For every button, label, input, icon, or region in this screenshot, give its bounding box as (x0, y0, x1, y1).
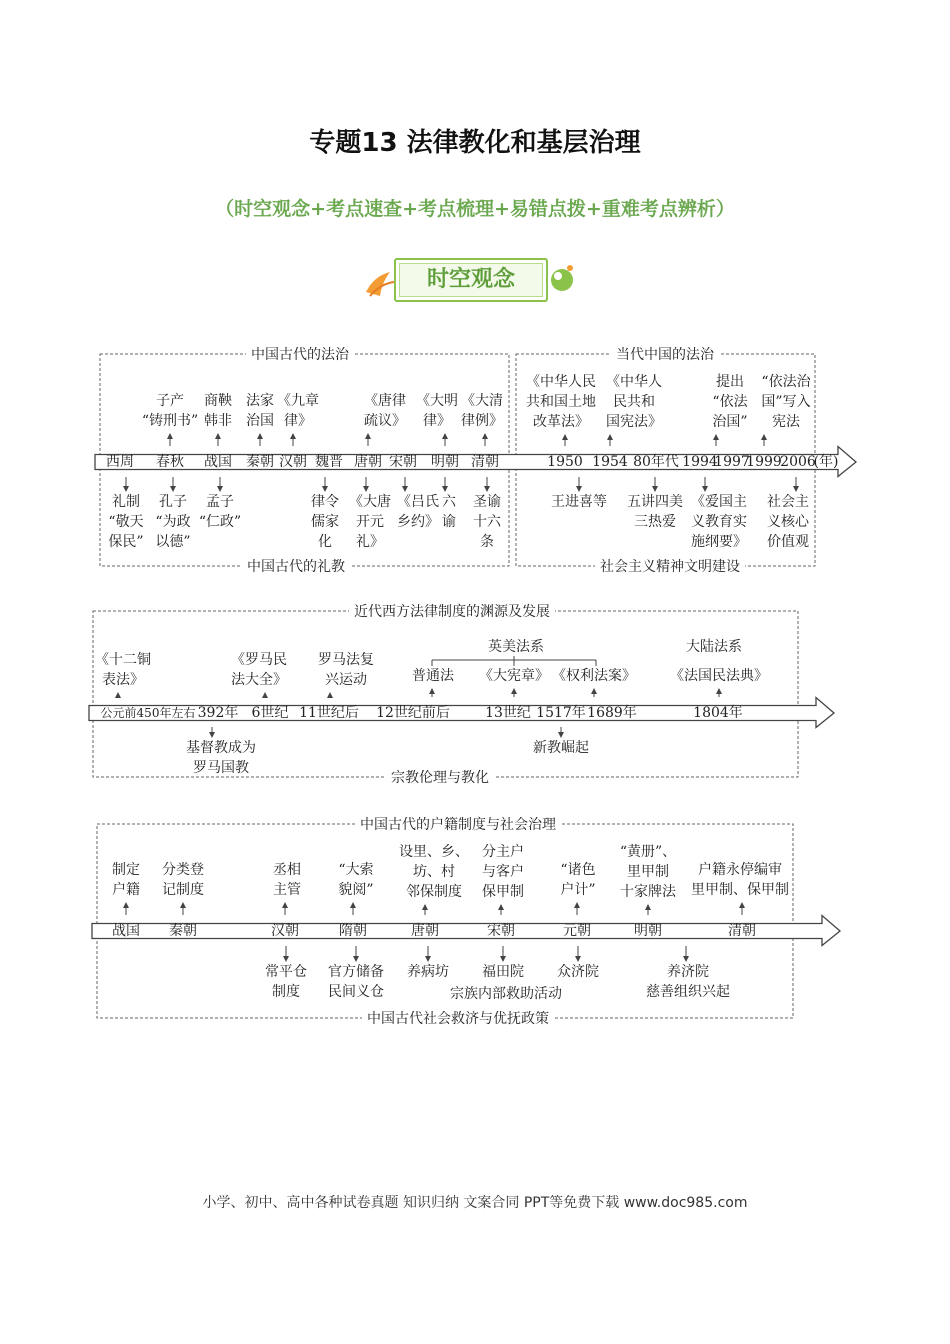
timeline1-event-top: 共和国土地 (526, 394, 596, 410)
timeline1-arrow-up-head (167, 433, 173, 439)
religion-ethics-label: 宗教伦理与教化 (391, 770, 489, 786)
timeline3-axis-label: 汉朝 (271, 923, 299, 939)
timeline1-event-bottom: 五讲四美 (627, 494, 683, 510)
timeline1-arrow-up-head (562, 434, 568, 440)
timeline3-event-top: 户籍永停编审 (698, 862, 782, 878)
ancient-law-label: 中国古代的法治 (251, 347, 349, 363)
timeline3-arrow-up-head (180, 902, 186, 908)
timeline3-event-bottom: 养济院 (667, 964, 709, 980)
timeline1-arrow-up-head (365, 433, 371, 439)
western-law-label: 近代西方法律制度的渊源及发展 (354, 604, 550, 620)
timeline1-event-bottom: “仁政” (198, 514, 242, 530)
timeline2-event-top: 《法国民法典》 (670, 668, 768, 684)
timeline3-axis-label: 唐朝 (411, 923, 439, 939)
timeline3-event-top: 坊、村 (413, 864, 455, 880)
timeline1-event-top: 《九章 (277, 393, 319, 409)
timeline1-axis-label: 80年代 (633, 454, 679, 470)
timeline3-event-top: 与客户 (482, 864, 524, 880)
timeline1-event-bottom: 谕 (442, 514, 456, 530)
timeline1-event-bottom: 保民” (108, 534, 144, 550)
timeline1-axis-label: 西周 (106, 454, 134, 470)
timeline2-event-top: 兴运动 (325, 672, 367, 688)
ancient-rites-label: 中国古代的礼教 (247, 559, 345, 575)
timeline2-arrow-down-head (209, 732, 215, 738)
timeline3-axis-label: 战国 (112, 923, 140, 939)
timeline2-arrow-up-head (115, 692, 121, 698)
timeline3-arrow-down-head (683, 956, 689, 962)
timeline2-axis-label: 6世纪 (251, 705, 289, 721)
timeline1-arrow-down-head (652, 486, 658, 492)
timeline1-event-bottom: 条 (480, 534, 494, 550)
timeline2-event-top: 普通法 (412, 668, 454, 684)
timeline3-event-top: 里甲制、保甲制 (691, 882, 789, 898)
timeline3-event-bottom: 民间义仓 (328, 984, 384, 1000)
timeline3-event-top: 设里、乡、 (399, 844, 469, 860)
timeline1-axis-label: 唐朝 (354, 454, 382, 470)
timeline3-event-top: 邻保制度 (406, 884, 462, 900)
timeline3-arrow-down-head (353, 956, 359, 962)
timeline1-arrow-down-head (793, 486, 799, 492)
timeline3-arrow-up-head (350, 902, 356, 908)
timeline1-arrow-down-head (402, 486, 408, 492)
timeline3-arrow-up-head (282, 902, 288, 908)
page-title: 专题13 法律教化和基层治理 (309, 128, 641, 158)
relief-policy-label: 中国古代社会救济与优抚政策 (367, 1011, 549, 1027)
timeline1-axis-label: 1954 (592, 454, 628, 470)
timeline3-event-top: 分类登 (162, 862, 204, 878)
timeline2-event-top: 《大宪章》 (479, 668, 549, 684)
timeline1-arrow-up-head (761, 434, 767, 440)
timeline2-arrow-up-head (327, 692, 333, 698)
timeline1-arrow-down-head (170, 486, 176, 492)
anglo-american-law-label: 英美法系 (488, 639, 544, 655)
section-badge-label: 时空观念 (394, 258, 548, 302)
timeline1-event-top: 《大清 (461, 393, 503, 409)
timeline1-axis-label: 1950 (547, 454, 583, 470)
timeline1-event-bottom: 义核心 (767, 514, 809, 530)
timeline1-event-bottom: 《吕氏 (397, 494, 439, 510)
timeline3-event-top: 户计” (560, 882, 596, 898)
timeline1-axis-label: 1997 (714, 454, 750, 470)
timeline1-event-top: “依法 (712, 394, 748, 410)
timeline1-event-bottom: 开元 (356, 514, 384, 530)
timeline1-arrow-up-head (482, 433, 488, 439)
timeline1-event-bottom: 王进喜等 (551, 494, 607, 510)
timeline3-event-top: 丞相 (273, 862, 301, 878)
timeline2-axis-label: 11世纪后 (299, 705, 359, 721)
timeline1-axis-label: 春秋 (156, 454, 184, 470)
timeline1-axis-label: 汉朝 (279, 454, 307, 470)
timeline3-event-bottom: 众济院 (557, 964, 599, 980)
timeline3-arrow-up-head (739, 902, 745, 908)
timeline3-event-top: 里甲制 (627, 864, 669, 880)
timeline2-axis-label: 1689年 (587, 705, 637, 721)
timeline1-axis-label: 2006 (780, 454, 816, 470)
timeline3-event-bottom: 福田院 (482, 964, 524, 980)
timeline1-arrow-up-head (713, 434, 719, 440)
timeline1-event-top: 《大明 (416, 393, 458, 409)
timeline2-axis-label: 392年 (197, 705, 239, 721)
timeline2-arrow-up-head (262, 692, 268, 698)
spiritual-civilization-label: 社会主义精神文明建设 (600, 559, 740, 575)
timeline1-arrow-up-head (215, 433, 221, 439)
timeline3-axis-label: 元朝 (563, 923, 591, 939)
timeline1-event-bottom: 化 (318, 534, 332, 550)
timeline2-event-bottom: 罗马国教 (193, 760, 249, 776)
timeline3-axis-label: 明朝 (634, 923, 662, 939)
timeline3-event-top: 制定 (112, 862, 140, 878)
timeline1-event-bottom: 孔子 (159, 494, 187, 510)
timeline1-event-bottom: 礼》 (356, 534, 384, 550)
timeline1-event-bottom: 《爱国主 (691, 494, 747, 510)
timeline1-axis-label: 宋朝 (389, 454, 417, 470)
timeline1-axis-label: 1994 (682, 454, 718, 470)
timeline1-axis-label: 魏晋 (315, 454, 343, 470)
timeline3-arrow-down-head (425, 956, 431, 962)
timeline1-event-bottom: 社会主 (767, 494, 809, 510)
timeline2-axis-label: 公元前450年左右 (100, 706, 196, 720)
timeline3-event-bottom: 常平仓 (265, 964, 307, 980)
timeline1-event-bottom: “为政 (155, 514, 191, 530)
timeline3-event-top: 分主户 (482, 844, 524, 860)
timeline1-arrow-down-head (484, 486, 490, 492)
timeline3-arrow-down-head (500, 956, 506, 962)
timeline3-event-top: “诸色 (560, 862, 596, 878)
timeline1-axis-label: 秦朝 (246, 454, 274, 470)
timeline1-event-top: 韩非 (204, 413, 232, 429)
timeline3-arrow-up-head (645, 904, 651, 910)
timeline2-event-top: 法大全》 (231, 672, 287, 688)
timeline1-event-top: 律》 (423, 413, 451, 429)
timeline1-event-top: 《唐律 (364, 393, 406, 409)
timeline1-event-top: 子产 (156, 393, 184, 409)
timeline1-event-bottom: 义教育实 (691, 514, 747, 530)
timeline1-arrow-down-head (702, 486, 708, 492)
timeline1-event-bottom: 圣谕 (473, 494, 501, 510)
timeline3-axis-label: 宋朝 (487, 923, 515, 939)
timeline1-axis-label: 战国 (204, 454, 232, 470)
timeline3-arrow-down-head (283, 956, 289, 962)
timeline1-event-bottom: 六 (442, 494, 456, 510)
timeline2-arrow-down-head (558, 732, 564, 738)
timeline3-event-top: 主管 (273, 882, 301, 898)
household-label: 中国古代的户籍制度与社会治理 (360, 817, 556, 833)
timeline2-event-top: 《权利法案》 (552, 668, 636, 684)
timeline2-axis-label: 12世纪前后 (376, 705, 450, 721)
timeline1-event-top: 商鞅 (204, 393, 232, 409)
timeline3-event-top: 貌阅” (338, 882, 374, 898)
continental-law-label: 大陆法系 (686, 639, 742, 655)
timeline2-axis-label: 1804年 (693, 705, 743, 721)
page-footer: 小学、初中、高中各种试卷真题 知识归纳 文案合同 PPT等免费下载 www.doc985.com (202, 1195, 748, 1211)
timeline1-arrow-down-head (442, 486, 448, 492)
timeline1-event-top: “铸刑书” (141, 413, 199, 429)
timeline1-axis-label: 1999 (746, 454, 782, 470)
timeline3-event-top: “大索 (338, 862, 374, 878)
timeline3-arrow-up-head (123, 902, 129, 908)
timeline2-event-top: 《罗马民 (231, 652, 287, 668)
timeline3-arrow-up-head (498, 904, 504, 910)
timeline3-axis-label: 秦朝 (169, 923, 197, 939)
timeline3-event-bottom: 官方储备 (328, 964, 384, 980)
modern-law-label: 当代中国的法治 (616, 347, 714, 363)
timeline1-axis-label: 清朝 (471, 454, 499, 470)
timeline3-event-top: 记制度 (162, 882, 204, 898)
timeline1-event-top: 提出 (716, 374, 744, 390)
timeline1-event-bottom: 儒家 (311, 514, 339, 530)
timeline1-arrow-up-head (607, 434, 613, 440)
timeline1-arrow-up-head (290, 433, 296, 439)
timeline3-axis-label: 清朝 (728, 923, 756, 939)
timeline3-event-bottom: 慈善组织兴起 (646, 984, 730, 1000)
timeline3-event-top: 十家牌法 (620, 884, 676, 900)
timeline1-arrow-up-head (257, 433, 263, 439)
page-subtitle: （时空观念+考点速查+考点梳理+易错点拨+重难考点辨析） (215, 198, 735, 220)
timeline1-event-top: 国”写入 (761, 394, 811, 410)
timeline1-axis-label: 明朝 (431, 454, 459, 470)
timeline2-arrow-up-head (591, 688, 597, 694)
timeline1-event-bottom: 乡约》 (397, 514, 439, 530)
timeline2-axis-label: 1517年 (536, 705, 586, 721)
timeline3-event-bottom: 养病坊 (407, 964, 449, 980)
timeline1-event-top: 治国” (712, 414, 748, 430)
timeline3-event-top: “黄册”、 (619, 844, 677, 860)
timeline2-arrow-up-head (716, 688, 722, 694)
timeline1-axis-label: (年) (813, 454, 839, 470)
timeline1-event-bottom: 施纲要》 (691, 534, 747, 550)
timeline2-event-top: 表法》 (102, 672, 144, 688)
timeline1-event-top: 《中华人 (606, 374, 662, 390)
timeline2-axis-label: 13世纪 (485, 705, 531, 721)
timeline2-event-bottom: 新教崛起 (533, 740, 589, 756)
timeline3-arrow-down-head (575, 956, 581, 962)
timeline1-arrow-down-head (123, 486, 129, 492)
timeline1-event-bottom: 以德” (155, 534, 191, 550)
timeline1-event-top: 国宪法》 (606, 414, 662, 430)
timeline2-arrow-up-head (511, 688, 517, 694)
timeline1-arrow-down-head (322, 486, 328, 492)
timeline1-event-bottom: 孟子 (206, 494, 234, 510)
timeline1-event-top: 宪法 (772, 414, 800, 430)
timeline1-event-bottom: 三热爱 (634, 514, 676, 530)
timeline1-arrow-down-head (576, 486, 582, 492)
timeline1-arrow-up-head (442, 433, 448, 439)
timeline1-event-bottom: 礼制 (112, 494, 140, 510)
timeline1-event-top: 改革法》 (533, 414, 589, 430)
timeline3-event-top: 保甲制 (482, 884, 524, 900)
timeline3-event-bottom-note: 宗族内部救助活动 (450, 986, 562, 1002)
timeline1-event-top: 民共和 (613, 394, 655, 410)
timeline1-arrow-down-head (363, 486, 369, 492)
timeline2-event-top: 《十二铜 (95, 652, 151, 668)
timeline2-event-bottom: 基督教成为 (186, 740, 256, 756)
timeline1-event-top: 法家 (246, 393, 274, 409)
timeline1-event-bottom: 十六 (473, 514, 501, 530)
timeline1-event-bottom: 律令 (311, 494, 339, 510)
timeline1-event-top: 律》 (284, 413, 312, 429)
timeline1-arrow-down-head (217, 486, 223, 492)
timeline1-event-top: “依法治 (761, 374, 811, 390)
timeline1-event-bottom: “敬天 (108, 514, 144, 530)
timeline1-event-top: 《中华人民 (526, 374, 596, 390)
timeline3-event-bottom: 制度 (272, 984, 300, 1000)
timeline3-arrow-up-head (422, 904, 428, 910)
timeline1-event-top: 治国 (246, 413, 274, 429)
timeline1-event-bottom: 价值观 (767, 534, 809, 550)
timeline3-event-top: 户籍 (112, 882, 140, 898)
timeline1-event-bottom: 《大唐 (349, 494, 391, 510)
timeline2-event-top: 罗马法复 (318, 652, 374, 668)
timeline1-event-top: 疏议》 (364, 413, 406, 429)
timeline1-event-top: 律例》 (461, 413, 503, 429)
timeline3-axis-label: 隋朝 (339, 923, 367, 939)
timeline2-arrow-up-head (429, 688, 435, 694)
timeline3-arrow-up-head (574, 902, 580, 908)
